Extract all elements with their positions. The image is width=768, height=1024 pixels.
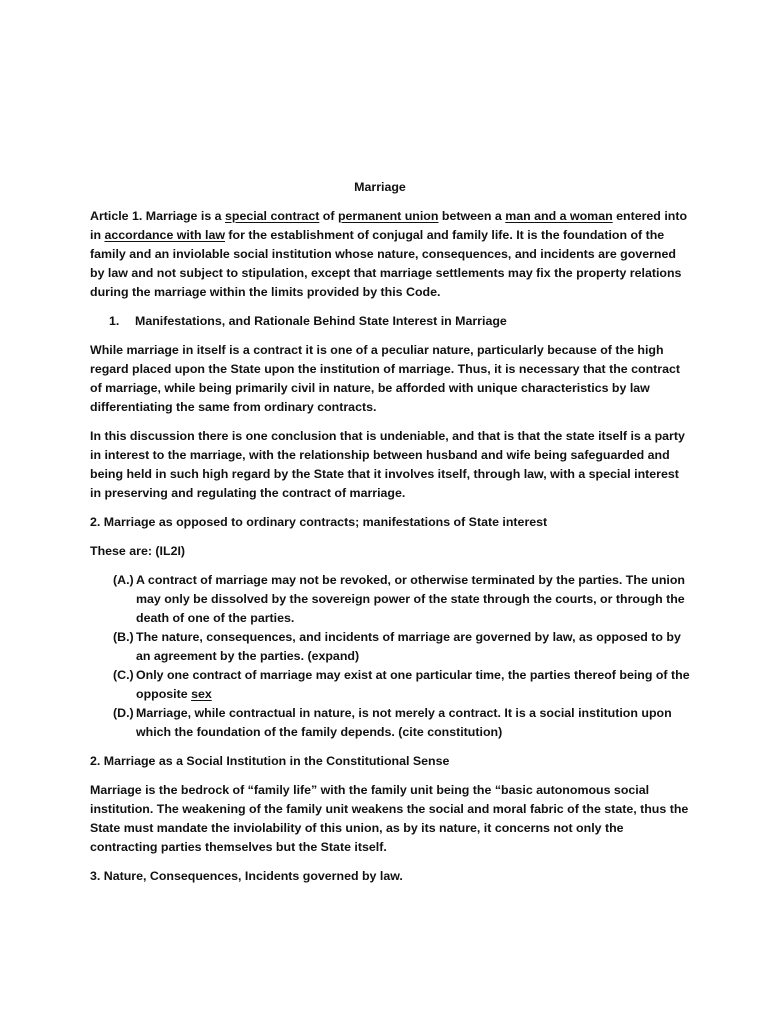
article-1-suffix: for the establishment of conjugal and family life. It is the foundation of the family and an inviolable social institution whose nature, consequences, and incidents are governed by law and not subject to stipulation, except that marriage settlements may fix the property relations during the marriage within the limits provided by this Code.	[90, 228, 682, 299]
list-item-d	[90, 704, 690, 742]
section-heading-1-number: 1.	[109, 314, 120, 328]
list-item-c-text: Only one contract of marriage may exist at one particular time, the parties thereof being of the opposite	[136, 668, 690, 701]
list-item-a	[90, 571, 690, 628]
list-item-b-text: The nature, consequences, and incidents of marriage are governed by law, as opposed to by an agreement by the parties. (expand)	[136, 630, 681, 663]
list-item-c	[90, 666, 690, 704]
state-interest-list	[90, 571, 690, 742]
paragraph-peculiar-nature: While marriage in itself is a contract it is one of a peculiar nature, particularly because of the high regard placed upon the State upon the institution of marriage. Thus, it is necessary that the contract of marriage, while being primarily civil in nature, be afforded with unique characteristics by law differentiating the same from ordinary contracts.	[90, 343, 681, 414]
article-1-mid-3: entered into in	[90, 209, 688, 242]
underlined-permanent-union: permanent union	[337, 209, 439, 223]
section-heading-1-text: Manifestations, and Rationale Behind State Interest in Marriage	[135, 314, 507, 328]
list-item-b-label: (B.)	[113, 630, 134, 644]
list-item-b	[90, 628, 690, 666]
underlined-man-and-woman: man and a woman	[505, 209, 613, 223]
list-item-d-text: Marriage, while contractual in nature, is not merely a contract. It is a social institution upon which the foundation of the family depends. (cite constitution)	[136, 706, 672, 739]
article-1-prefix: Article 1. Marriage is a	[90, 209, 225, 223]
document-page	[90, 178, 690, 896]
article-1-mid-2: between a	[438, 209, 506, 223]
paragraph-bedrock-family-life: Marriage is the bedrock of “family life” with the family unit being the “basic autonomous social institution. The weakening of the family unit weakens the social and moral fabric of the state, thus the State must mandate the inviolability of this union, as by its nature, it concerns not only the contracting parties themselves but the State itself.	[90, 783, 689, 854]
section-heading-3: 2. Marriage as a Social Institution in the Constitutional Sense	[90, 754, 450, 768]
list-item-d-label: (D.)	[113, 706, 134, 720]
section-heading-4: 3. Nature, Consequences, Incidents governed by law.	[90, 869, 403, 883]
underlined-sex: sex	[191, 687, 212, 701]
underlined-accordance-with-law: accordance with law	[104, 228, 225, 242]
section-heading-2: 2. Marriage as opposed to ordinary contracts; manifestations of State interest	[90, 515, 548, 529]
list-item-a-label: (A.)	[113, 573, 134, 587]
article-1-paragraph	[90, 207, 690, 302]
list-item-c-label: (C.)	[113, 668, 134, 682]
section-heading-1	[90, 312, 690, 331]
list-item-a-text: A contract of marriage may not be revoked, or otherwise terminated by the parties. The union may only be dissolved by the sovereign power of the state through the courts, or through the death of one of the parties.	[136, 573, 685, 625]
these-are-line: These are: (IL2I)	[90, 544, 186, 558]
list-item-c-body	[136, 666, 690, 704]
document-title: Marriage	[354, 180, 406, 194]
paragraph-state-party-in-interest: In this discussion there is one conclusion that is undeniable, and that is that the state itself is a party in interest to the marriage, with the relationship between husband and wife being safeguarded and being held in such high regard by the State that it involves itself, through law, with a special interest in preserving and regulating the contract of marriage.	[90, 429, 685, 500]
underlined-special-contract: special contract	[224, 209, 320, 223]
article-1-mid-1: of	[319, 209, 338, 223]
